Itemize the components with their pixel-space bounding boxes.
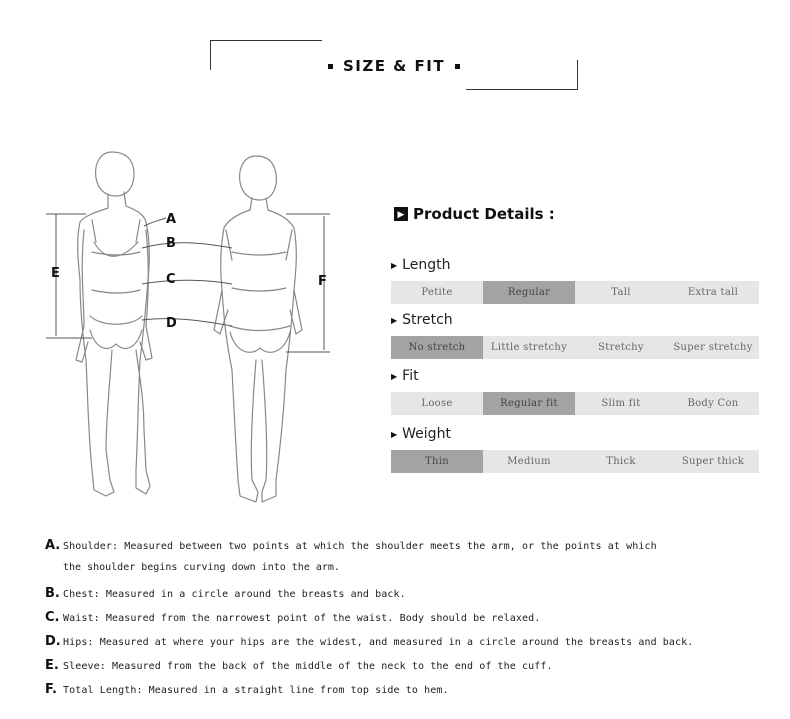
triangle-right-icon: ▶ <box>391 260 398 270</box>
option: Super thick <box>681 456 745 467</box>
option: Slim fit <box>601 398 641 409</box>
option-bar <box>391 336 759 359</box>
product-details-title: Product Details : <box>413 205 555 223</box>
option: Tall <box>611 287 631 298</box>
option: Extra tall <box>687 287 739 298</box>
label-e: E <box>51 266 60 281</box>
option: Loose <box>421 398 453 409</box>
option-bar <box>391 392 759 415</box>
option: Thick <box>606 456 636 467</box>
option-bar <box>391 450 759 473</box>
triangle-right-icon: ▶ <box>391 371 398 381</box>
triangle-right-icon: ▶ <box>391 315 398 325</box>
body-measurement-illustration <box>0 130 380 520</box>
attribute-fit <box>391 367 759 415</box>
arrow-right-box-icon: ▶ <box>394 207 408 221</box>
option: Body Con <box>687 398 739 409</box>
definition-item: C. Waist: Measured from the narrowest point of the waist. Body should be relaxed. <box>45 610 541 625</box>
definition-item: E. Sleeve: Measured from the back of the middle of the neck to the end of the cuff. <box>45 658 553 673</box>
option-selected: Regular <box>483 281 575 304</box>
attribute-label: Stretch <box>402 312 453 328</box>
section-header <box>322 55 466 77</box>
definition-item: B. Chest: Measured in a circle around the breasts and back. <box>45 586 406 601</box>
label-c: C <box>166 272 176 287</box>
triangle-right-icon: ▶ <box>391 429 398 439</box>
front-figure <box>76 152 152 496</box>
label-b: B <box>166 236 176 251</box>
definition-item: D. Hips: Measured at where your hips are the widest, and measured in a circle around the breasts and back. <box>45 634 694 649</box>
option-selected: Regular fit <box>483 392 575 415</box>
option: Petite <box>421 287 453 298</box>
option-selected: Thin <box>391 450 483 473</box>
definition-continuation: the shoulder begins curving down into the arm. <box>63 562 340 573</box>
option: Stretchy <box>598 342 644 353</box>
label-a: A <box>166 212 177 227</box>
section-title: SIZE & FIT <box>342 57 446 75</box>
figures-svg <box>0 130 380 520</box>
attribute-label: Length <box>402 257 451 273</box>
option: Little stretchy <box>490 342 568 353</box>
label-d: D <box>166 316 177 331</box>
bullet-square-icon <box>455 64 460 69</box>
option-bar <box>391 281 759 304</box>
attribute-weight <box>391 425 759 473</box>
bullet-square-icon <box>328 64 333 69</box>
definition-item: F. Total Length: Measured in a straight line from top side to hem. <box>45 682 449 697</box>
option: Medium <box>507 456 551 467</box>
attribute-length <box>391 256 759 304</box>
header-frame-right <box>466 60 578 90</box>
attribute-stretch <box>391 311 759 359</box>
option-selected: No stretch <box>391 336 483 359</box>
definition-item: A. Shoulder: Measured between two points at which the shoulder meets the arm, or the points at which <box>45 538 657 553</box>
attribute-label: Weight <box>402 426 451 442</box>
option: Super stretchy <box>673 342 753 353</box>
attribute-label: Fit <box>402 368 419 384</box>
product-details-heading <box>394 205 555 223</box>
back-figure <box>214 156 302 502</box>
label-f: F <box>318 274 327 289</box>
header-frame-left <box>210 40 322 70</box>
